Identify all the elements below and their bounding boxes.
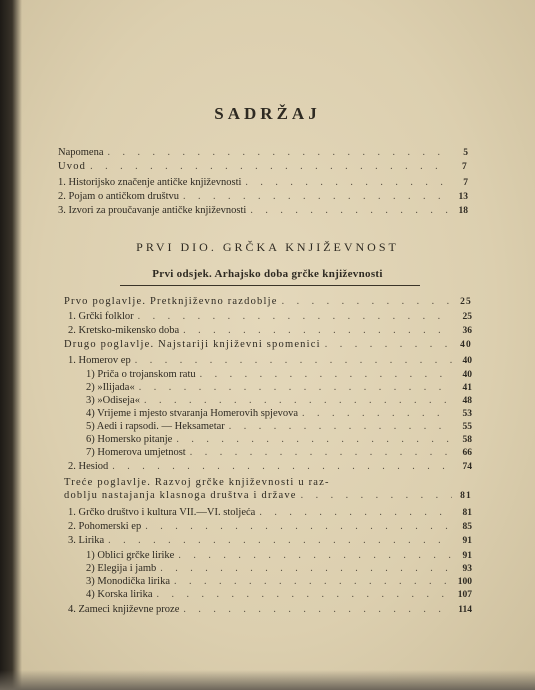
leader-dots <box>160 563 452 574</box>
toc-entry-text: 3. Izvori za proučavanje antičke književnosti <box>58 205 247 216</box>
toc-entry-page: 85 <box>462 522 472 532</box>
toc-entry-page: 5 <box>463 148 468 158</box>
toc-entry-page: 114 <box>458 605 472 615</box>
toc-entry-page: 66 <box>462 448 472 458</box>
toc-entry-page: 55 <box>462 422 472 432</box>
toc-entry-page: 40 <box>462 356 472 366</box>
toc-entry-page: 18 <box>458 206 468 216</box>
toc-entry-text: 1. Grčki folklor <box>68 311 134 322</box>
leader-dots <box>229 421 452 432</box>
toc-entry-page: 74 <box>462 462 472 472</box>
toc-entry-text: 2) »Ilijada« <box>86 382 135 393</box>
toc-entry-page: 81 <box>462 508 472 518</box>
toc-entry-text: 3) »Odiseja« <box>86 395 140 406</box>
part-heading: PRVI DIO. GRČKA KNJIŽEVNOST <box>136 240 399 254</box>
leader-dots <box>250 205 448 216</box>
toc-subentry <box>86 382 472 395</box>
toc-entry-page: 41 <box>462 383 472 393</box>
leader-dots <box>107 147 448 158</box>
toc-entry-page: 53 <box>462 409 472 419</box>
toc-entry-page: 58 <box>462 435 472 445</box>
leader-dots <box>90 161 448 172</box>
leader-dots <box>183 191 448 202</box>
toc-entry <box>68 507 472 520</box>
toc-entry <box>58 191 468 204</box>
toc-entry-text: 6) Homersko pitanje <box>86 434 173 445</box>
leader-dots <box>301 490 452 501</box>
leader-dots <box>156 589 452 600</box>
toc-entry-text: 3) Monodička lirika <box>86 576 170 587</box>
leader-dots <box>145 521 452 532</box>
toc-entry-text: 2. Pojam o antičkom društvu <box>58 191 180 202</box>
toc-subentry <box>86 550 472 563</box>
toc-entry-page: 93 <box>462 564 472 574</box>
page-title: SADRŽAJ <box>214 104 321 123</box>
toc-entry-page: 107 <box>457 590 472 600</box>
toc-entry-page: 91 <box>462 536 472 546</box>
leader-dots <box>259 507 452 518</box>
toc-entry <box>58 161 468 174</box>
toc-subentry <box>86 589 472 602</box>
toc-entry-text: 4. Zameci književne proze <box>68 604 180 615</box>
section-heading: Prvi odsjek. Arhajsko doba grčke književnosti <box>152 268 383 280</box>
toc-entry-text: 1. Homerov ep <box>68 355 131 366</box>
leader-dots <box>144 395 452 406</box>
leader-dots <box>138 311 452 322</box>
leader-dots <box>302 408 452 419</box>
leader-dots <box>282 296 452 307</box>
leader-dots <box>112 461 452 472</box>
leader-dots <box>139 382 452 393</box>
toc-entry-page: 25 <box>460 297 472 307</box>
toc-entry <box>58 205 468 218</box>
leader-dots <box>108 535 452 546</box>
toc-entry-text: Prvo poglavlje. Pretknjiževno razdoblje <box>64 296 278 307</box>
toc-entry-text: 4) Korska lirika <box>86 589 153 600</box>
toc-subentry <box>86 408 472 421</box>
toc-entry-text: 4) Vrijeme i mjesto stvaranja Homerovih spjevova <box>86 408 299 419</box>
heading-rule <box>120 285 420 286</box>
toc-entry <box>68 325 472 338</box>
toc-entry-text: doblju nastajanja klasnoga društva i države <box>64 490 297 501</box>
toc-entry <box>58 147 468 160</box>
toc-entry <box>68 355 472 368</box>
leader-dots <box>183 325 452 336</box>
toc-entry-text: 5) Aedi i rapsodi. — Heksametar <box>86 421 225 432</box>
toc-entry-page: 100 <box>457 577 472 587</box>
chapter-entry <box>64 296 472 309</box>
toc-entry-text: 2. Pohomerski ep <box>68 521 142 532</box>
toc-entry-page: 48 <box>462 396 472 406</box>
leader-dots <box>200 369 452 380</box>
toc-entry-text: 1) Priča o trojanskom ratu <box>86 369 196 380</box>
toc-entry-page: 81 <box>460 491 472 501</box>
toc-entry-page: 36 <box>462 326 472 336</box>
leader-dots <box>135 355 452 366</box>
leader-dots <box>245 177 448 188</box>
toc-entry-text: 1. Grčko društvo i kultura VII.—VI. stoljeća <box>68 507 256 518</box>
leader-dots <box>325 339 452 350</box>
page-bottom-edge <box>0 670 535 690</box>
toc-subentry <box>86 447 472 460</box>
toc-subentry <box>86 563 472 576</box>
toc-entry-text: 3. Lirika <box>68 535 105 546</box>
toc-subentry <box>86 576 472 589</box>
toc-entry-page: 7 <box>463 178 468 188</box>
leader-dots <box>174 576 452 587</box>
leader-dots <box>190 447 452 458</box>
toc-entry-page: 25 <box>462 312 472 322</box>
toc-subentry <box>86 421 472 434</box>
toc-subentry <box>86 395 472 408</box>
toc-entry-text: 1. Historijsko značenje antičke književnosti <box>58 177 242 188</box>
toc-entry <box>68 535 472 548</box>
chapter-entry <box>64 339 472 352</box>
chapter-entry-line1 <box>64 477 472 490</box>
leader-dots <box>178 550 452 561</box>
toc-entry <box>68 521 472 534</box>
toc-entry-text: 2) Elegija i jamb <box>86 563 157 574</box>
toc-entry-text: Uvod <box>58 161 87 172</box>
toc-subentry <box>86 369 472 382</box>
toc-entry-text: 1) Oblici grčke lirike <box>86 550 175 561</box>
toc-entry-page: 13 <box>458 192 468 202</box>
leader-dots <box>176 434 452 445</box>
toc-entry-text: Drugo poglavlje. Najstariji književni spomenici <box>64 339 321 350</box>
toc-entry-text: Napomena <box>58 147 104 158</box>
toc-entry-text: 7) Homerova umjetnost <box>86 447 186 458</box>
toc-entry-page: 7 <box>462 162 468 172</box>
toc-entry-page: 91 <box>462 551 472 561</box>
toc-entry-text: 2. Kretsko-mikensko doba <box>68 325 180 336</box>
toc-entry <box>68 461 472 474</box>
toc-entry-page: 40 <box>460 340 472 350</box>
leader-dots <box>183 604 452 615</box>
toc-entry-text: Treće poglavlje. Razvoj grčke književnosti u raz- <box>64 477 330 488</box>
toc-entry-text: 2. Hesiod <box>68 461 109 472</box>
toc-entry <box>58 177 468 190</box>
toc-entry <box>68 604 472 617</box>
chapter-entry-line2 <box>64 490 472 503</box>
toc-entry <box>68 311 472 324</box>
toc-entry-page: 40 <box>462 370 472 380</box>
toc-subentry <box>86 434 472 447</box>
